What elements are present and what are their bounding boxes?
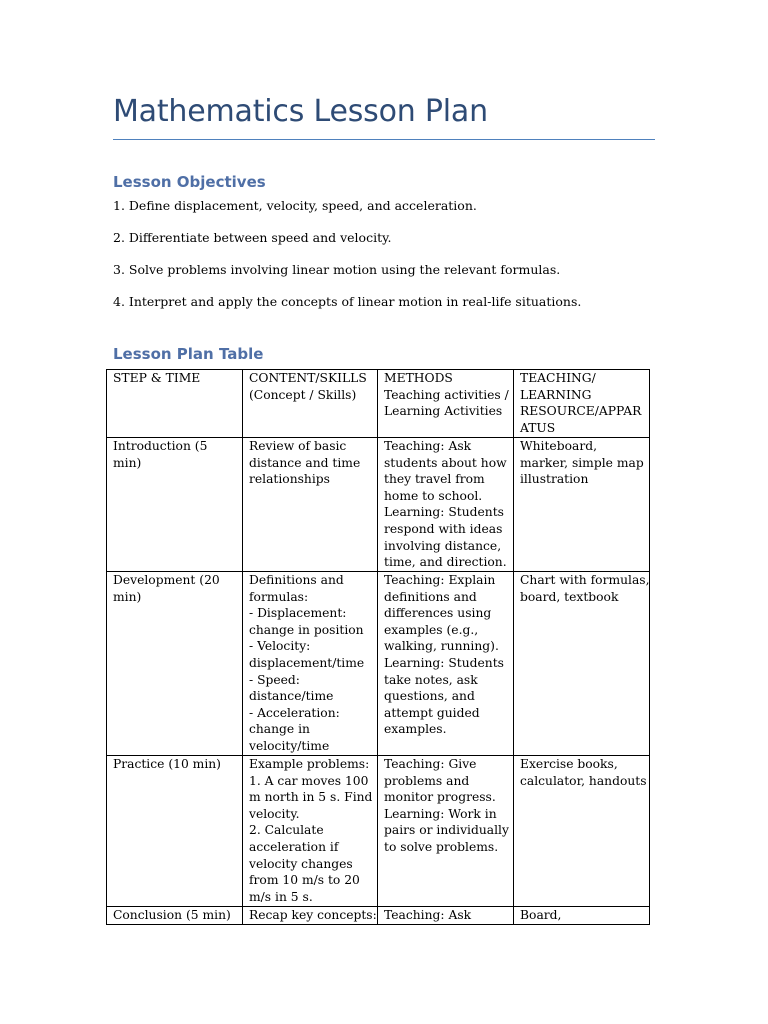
cell-text: velocity changes [249,856,353,871]
cell-text: Teaching: Ask [384,908,472,922]
cell-text: differences using [384,606,492,621]
cell-text: involving distance, [384,538,502,553]
cell-step-time [107,438,243,572]
cell-text: Example problems: [249,757,370,771]
cell-methods [378,572,514,756]
cell-text: RESOURCE/APPAR [520,404,642,419]
cell-text: Learning: Work in [384,806,497,821]
cell-text: marker, simple map [520,455,644,470]
objective-item: 4. Interpret and apply the concepts of linear motion in real-life situations. [113,294,582,309]
cell-text: change in [249,722,310,737]
title-underline [113,139,655,140]
objective-item: 1. Define displacement, velocity, speed, and acceleration. [113,198,477,213]
cell-text: velocity. [249,806,300,821]
objective-item: 2. Differentiate between speed and velocity. [113,230,392,245]
cell-text: min) [113,455,142,470]
cell-text: Practice (10 min) [113,757,221,771]
cell-methods [378,370,514,438]
table-row [107,572,650,756]
cell-text: CONTENT/SKILLS [249,371,367,385]
cell-text: - Speed: [249,672,300,687]
cell-text: monitor progress. [384,790,496,805]
cell-text: Recap key concepts: [249,908,377,922]
table-header-row [107,370,650,438]
cell-text: to solve problems. [384,839,499,854]
cell-methods [378,438,514,572]
cell-text: min) [113,589,142,604]
cell-text: problems and [384,773,470,788]
cell-text: Whiteboard, [520,439,597,453]
cell-text: questions, and [384,689,475,704]
cell-text: Introduction (5 [113,439,208,453]
cell-step-time [107,907,243,925]
cell-text: Chart with formulas, [520,573,650,587]
cell-text: m/s in 5 s. [249,889,313,904]
cell-text: displacement/time [249,655,365,670]
cell-methods [378,907,514,925]
objectives-heading: Lesson Objectives [113,173,266,191]
cell-text: walking, running). [384,639,499,654]
cell-text: Learning: Students [384,655,504,670]
cell-text: definitions and [384,589,477,604]
cell-resources [514,370,650,438]
cell-content-skills [243,907,378,925]
cell-text: TEACHING/ [520,371,596,385]
cell-text: Definitions and [249,573,344,587]
cell-step-time [107,756,243,907]
lesson-plan-table [106,369,650,925]
table-row [107,438,650,572]
cell-text: board, textbook [520,589,619,604]
cell-content-skills [243,438,378,572]
cell-text: students about how [384,455,507,470]
cell-text: Board, [520,908,562,922]
cell-content-skills [243,572,378,756]
lesson-plan-table-heading: Lesson Plan Table [113,345,264,363]
cell-resources [514,907,650,925]
cell-text: Exercise books, [520,757,618,771]
cell-text: Teaching: Give [384,757,477,771]
cell-text: Teaching: Explain [384,573,496,587]
cell-text: calculator, handouts [520,773,647,788]
cell-step-time [107,572,243,756]
cell-text: distance/time [249,689,334,704]
cell-text: Review of basic [249,439,347,453]
cell-text: respond with ideas [384,521,503,536]
cell-text: distance and time [249,455,361,470]
cell-methods [378,756,514,907]
cell-resources [514,572,650,756]
cell-text: LEARNING [520,387,592,402]
objective-item: 3. Solve problems involving linear motion using the relevant formulas. [113,262,561,277]
cell-text: Teaching: Ask [384,439,472,453]
cell-text: take notes, ask [384,672,478,687]
cell-text: METHODS [384,371,453,385]
cell-text: pairs or individually [384,823,509,838]
cell-text: examples. [384,722,447,737]
cell-resources [514,438,650,572]
cell-text: examples (e.g., [384,622,479,637]
cell-text: Learning Activities [384,404,503,419]
cell-text: - Acceleration: [249,705,340,720]
cell-step-time [107,370,243,438]
cell-text: from 10 m/s to 20 [249,873,360,888]
cell-text: (Concept / Skills) [249,387,357,402]
cell-text: they travel from [384,472,485,487]
cell-text: 1. A car moves 100 [249,773,369,788]
cell-text: relationships [249,472,330,487]
cell-content-skills [243,370,378,438]
cell-text: home to school. [384,488,483,503]
cell-text: Conclusion (5 min) [113,908,231,922]
cell-text: STEP & TIME [113,371,201,385]
cell-text: m north in 5 s. Find [249,790,373,805]
cell-text: - Displacement: [249,606,347,621]
table-row [107,907,650,925]
cell-resources [514,756,650,907]
cell-content-skills [243,756,378,907]
cell-text: ATUS [520,420,556,435]
cell-text: 2. Calculate [249,823,324,838]
cell-text: formulas: [249,589,309,604]
cell-text: time, and direction. [384,555,507,570]
cell-text: Teaching activities / [384,387,509,402]
cell-text: Learning: Students [384,505,504,520]
cell-text: acceleration if [249,839,339,854]
table-row [107,756,650,907]
cell-text: attempt guided [384,705,480,720]
cell-text: illustration [520,472,589,487]
cell-text: - Velocity: [249,639,311,654]
document-title: Mathematics Lesson Plan [113,94,488,129]
cell-text: change in position [249,622,364,637]
cell-text: velocity/time [249,738,330,753]
cell-text: Development (20 [113,573,220,587]
